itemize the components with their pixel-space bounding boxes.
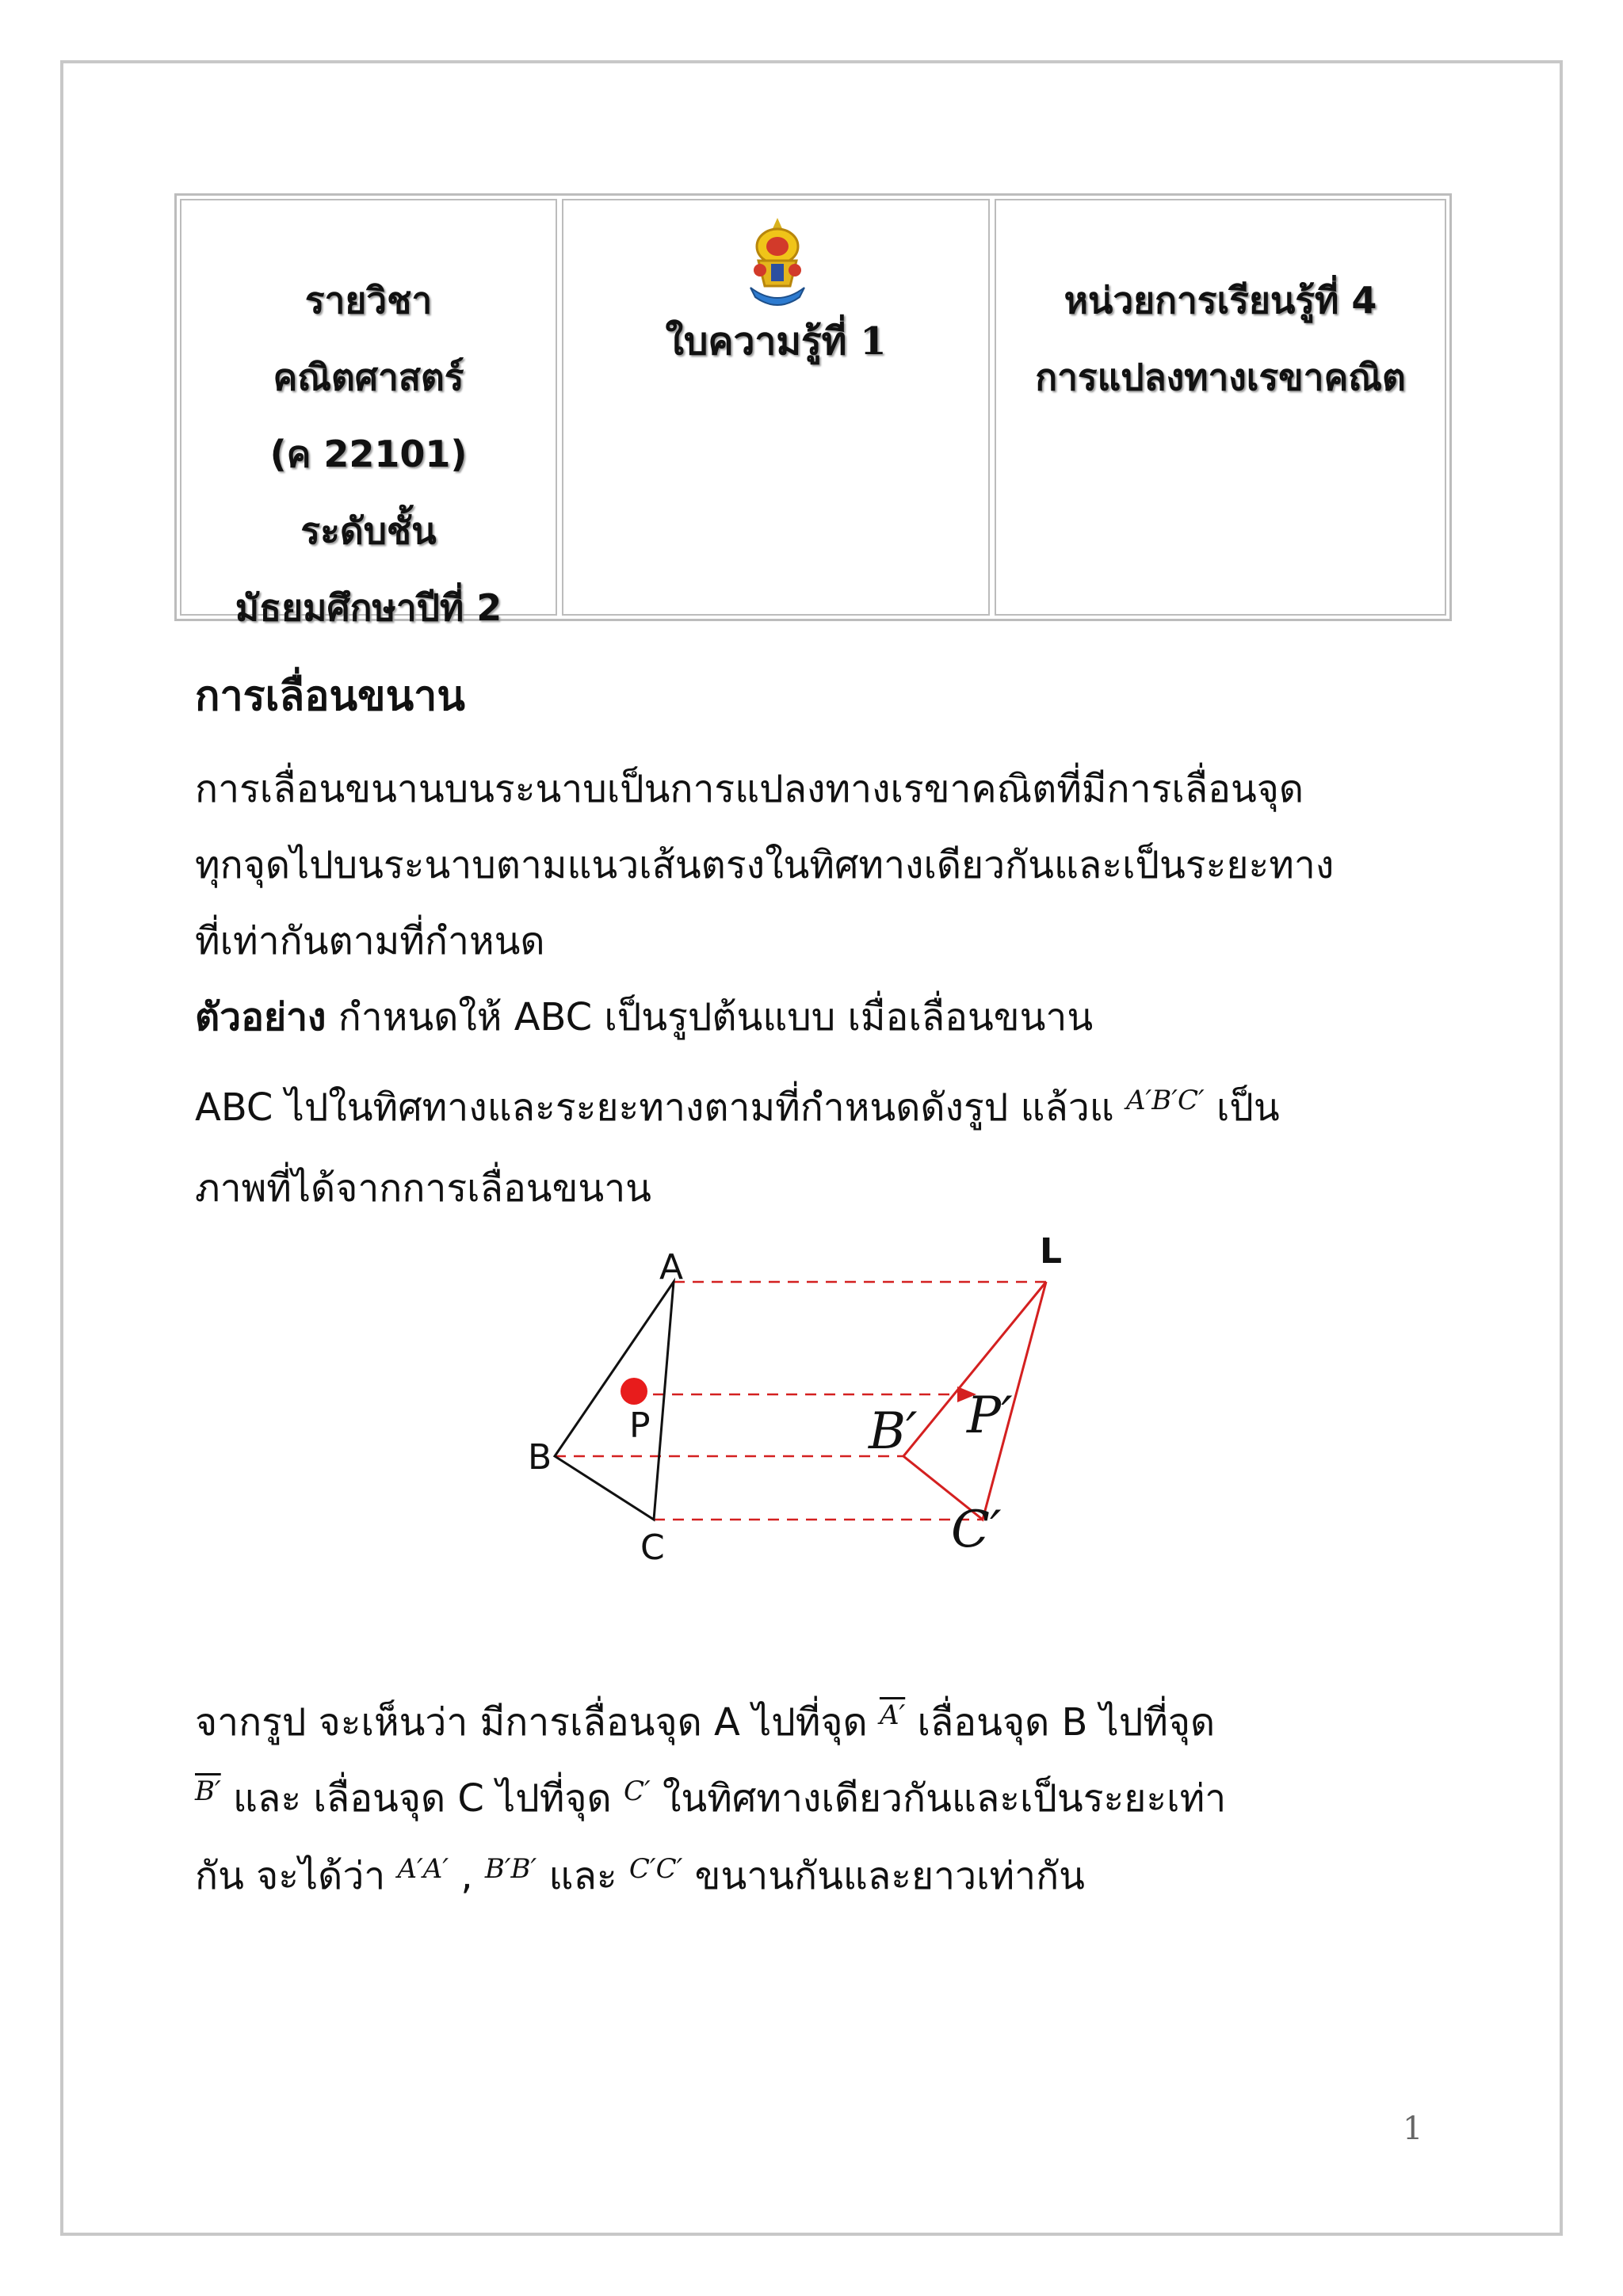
math-expression: A′ [879,1699,906,1731]
definition-line: ที่เท่ากันตามที่กำหนด [195,919,545,963]
example-line-2 [195,1077,1280,1138]
sheet-title: ใบความรู้ที่ 1 [665,319,887,364]
label-p: P [629,1405,651,1446]
unit-cell [995,199,1446,616]
point-p [621,1378,647,1405]
label-b: B [528,1437,552,1478]
example-text: กำหนดให้ ABC เป็นรูปต้นแบบ เมื่อเลื่อนขนาน [326,995,1094,1039]
math-expression: A′A′ [397,1853,449,1885]
subject-cell [180,199,557,629]
subject-line: มัธยมศึกษาปีที่ 2 [235,586,502,629]
example-line-1 [195,987,1093,1047]
example-label: ตัวอย่าง [195,995,327,1039]
page-number: 1 [1403,2111,1423,2147]
definition-line: การเลื่อนขนานบนระนาบเป็นการแปลงทางเรขาคณิตที่มีการเลื่อนจุด [195,767,1304,811]
conclusion-text: จากรูป จะเห็นว่า มีการเลื่อนจุด A ไปที่จุด [195,1700,880,1745]
example-text: ABC ไปในทิศทางและระยะทางตามที่กำหนดดังรูป แล้วแ [195,1085,1126,1130]
school-emblem-icon [744,215,811,310]
conclusion-text: กัน จะได้ว่า [195,1854,398,1898]
title-cell [562,199,990,616]
conclusion-text: , [449,1854,485,1898]
conclusion-text: ในทิศทางเดียวกันและเป็นระยะเท่า [650,1776,1227,1821]
math-expression: A′B′C′ [1126,1085,1205,1116]
label-l: L [1040,1236,1063,1272]
subject-line: คณิตศาสตร์ [273,356,464,399]
definition-line: ทุกจุดไปบนระนาบตามแนวเส้นตรงในทิศทางเดียวกันและเป็นระยะทาง [195,843,1335,887]
conclusion-line-2 [195,1768,1226,1829]
unit-line: การแปลงทางเรขาคณิต [1035,356,1406,399]
conclusion-line-1 [195,1692,1215,1753]
label-c: C [640,1527,665,1568]
math-expression: C′ [623,1775,651,1807]
translation-figure [507,1236,1109,1577]
conclusion-text: และ เลื่อนจุด C ไปที่จุด [220,1776,624,1821]
subject-line: ระดับชั้น [300,509,437,552]
math-expression: B′ [195,1775,221,1807]
label-c-prime: C′ [951,1501,1002,1559]
section-heading: การเลื่อนขนาน [195,672,465,720]
conclusion-text: เลื่อนจุด B ไปที่จุด [905,1700,1216,1745]
example-text: เป็น [1204,1085,1280,1130]
math-expression: B′B′ [484,1853,537,1885]
label-b-prime: B′ [869,1402,918,1461]
conclusion-text: และ [537,1854,629,1898]
example-line-3: ภาพที่ได้จากการเลื่อนขนาน [195,1166,651,1211]
conclusion-text: ขนานกันและยาวเท่ากัน [682,1854,1085,1898]
header-table [174,193,1452,629]
subject-line: รายวิชา [304,279,433,322]
subject-line: (ค 22101) [269,433,468,475]
label-p-prime: P′ [967,1386,1013,1445]
unit-line: หน่วยการเรียนรู้ที่ 4 [1064,279,1377,322]
triangle-abc [555,1282,674,1520]
conclusion-line-3 [195,1846,1085,1906]
math-expression: C′C′ [628,1853,683,1885]
label-a: A [659,1247,684,1287]
